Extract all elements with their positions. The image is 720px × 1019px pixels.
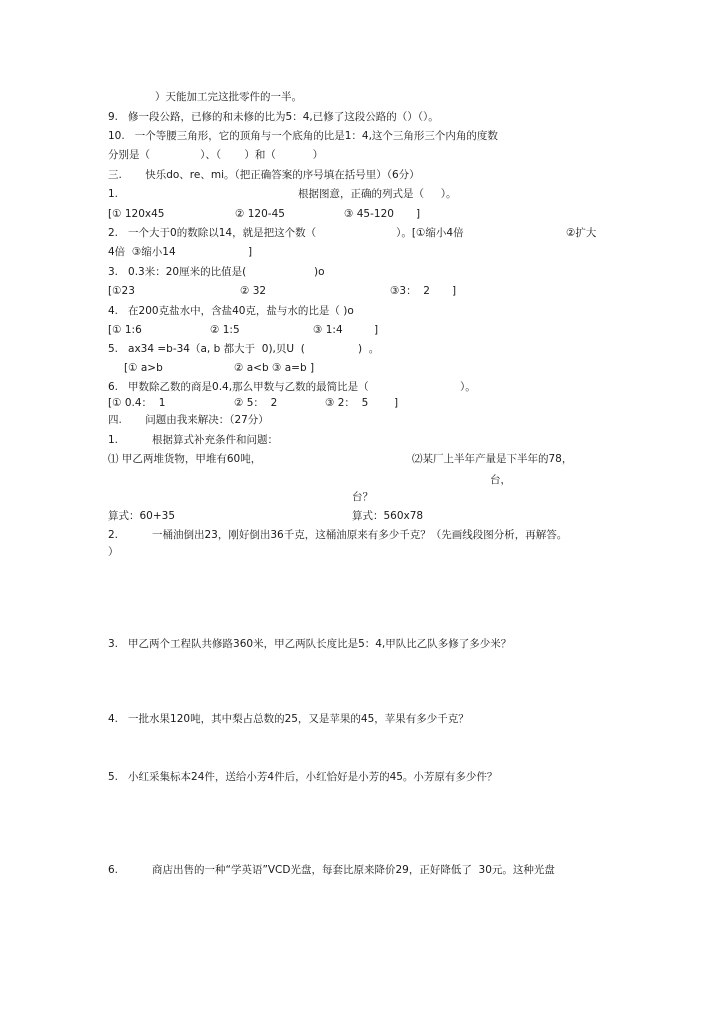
q3-2-option-2: ②扩大	[566, 227, 597, 239]
q4-3-text: 3. 甲乙两个工程队共修路360米，甲乙两队长度比是5：4,甲队比乙队多修了多少米？	[108, 638, 512, 650]
q3-1-close: ]	[416, 208, 421, 220]
q4-1-part-2-question: 台？	[352, 491, 373, 503]
q3-5-text: 5. ax34 =b-34（a, b 都大于 0),贝U (	[108, 343, 305, 355]
q3-6-option-3: ③ 2： 5	[325, 397, 369, 409]
q3-4-close: ]	[374, 324, 379, 336]
q3-3-text: 3. 0.3米：20厘米的比值是(	[108, 266, 247, 278]
q3-2-text: 2. 一个大于0的数除以14，就是把这个数（ ）。[①缩小4倍	[108, 227, 464, 239]
q4-2-text-tail: ）	[108, 546, 119, 558]
q3-6-option-2: ② 5： 2	[234, 397, 278, 409]
line-q10: 10. 一个等腰三角形，它的顶角与一个底角的比是1：4,这个三角形三个内角的度数	[108, 130, 498, 142]
q3-2-continued: 4倍 ③缩小14	[108, 246, 176, 258]
q3-1-text: 根据图意，正确的列式是（ ）。	[298, 188, 457, 200]
q3-1-option-2: ② 120-45	[235, 208, 285, 220]
line-q8-tail: ）天能加工完这批零件的一半。	[155, 91, 302, 103]
q4-6-number: 6.	[108, 864, 119, 876]
section-4-heading: 四. 问题由我来解决：（27分）	[108, 414, 269, 426]
q3-3-option-3: ③3： 2	[390, 285, 430, 297]
q3-6-text: 6. 甲数除乙数的商是0.4,那么甲数与乙数的最简比是（	[108, 381, 369, 393]
q4-1-formula-1: 算式：60+35	[108, 510, 176, 522]
q3-4-option-1: [① 1:6	[108, 324, 142, 336]
q3-1-number: 1.	[108, 188, 119, 200]
q3-3-option-1: [①23	[108, 285, 135, 297]
q4-2-text: 一桶油倒出23，刚好倒出36千克，这桶油原来有多少千克？（先画线段图分析，再解答。	[152, 529, 568, 541]
q3-5-tail: ) 。	[358, 343, 380, 355]
q4-1-number: 1.	[108, 434, 119, 446]
q3-2-close: ]	[248, 246, 253, 258]
q4-1-formula-2: 算式：560x78	[352, 510, 424, 522]
q3-1-option-3: ③ 45-120	[344, 208, 394, 220]
q3-5-option-1: [① a>b	[124, 362, 163, 374]
line-q9: 9. 修一段公路，已修的和未修的比为5：4,已修了这段公路的（）（）。	[108, 111, 439, 123]
q3-5-option-2-3: ② a<b ③ a=b ]	[234, 362, 315, 374]
q3-3-option-2: ② 32	[240, 285, 267, 297]
q3-3-close: ]	[452, 285, 457, 297]
q4-2-number: 2.	[108, 529, 119, 541]
section-3-heading: 三. 快乐do、re、mi。（把正确答案的序号填在括号里）（6分）	[108, 169, 420, 181]
line-q10-answers: 分别是（ ）、（ ）和（ ）	[108, 149, 324, 161]
q3-6-option-1: [① 0.4： 1	[108, 397, 166, 409]
q4-6-text: 商店出售的一种“学英语”VCD光盘，每套比原来降价29，正好降低了 30元。这种光盘	[152, 864, 555, 876]
q4-1-part-2-unit: 台，	[490, 474, 511, 486]
q3-4-text: 4. 在200克盐水中，含盐40克，盐与水的比是（ )o	[108, 305, 354, 317]
q4-4-text: 4. 一批水果120吨，其中梨占总数的25，又是苹果的45，苹果有多少千克？	[108, 713, 469, 725]
q4-1-part-2: ⑵某厂上半年产量是下半年的78，	[412, 453, 573, 465]
q4-1-part-1: ⑴ 甲乙两堆货物，甲堆有60吨，	[108, 453, 262, 465]
q3-4-option-2: ② 1:5	[210, 324, 240, 336]
q3-6-tail: ）。	[460, 381, 476, 393]
q3-6-close: ]	[394, 397, 399, 409]
q3-4-option-3: ③ 1:4	[313, 324, 343, 336]
q4-5-text: 5. 小红采集标本24件，送给小芳4件后，小红恰好是小芳的45。小芳原有多少件？	[108, 771, 498, 783]
q3-1-option-1: [① 120x45	[108, 208, 165, 220]
q4-1-text: 根据算式补充条件和问题：	[152, 434, 278, 446]
q3-3-tail: )o	[314, 266, 325, 278]
